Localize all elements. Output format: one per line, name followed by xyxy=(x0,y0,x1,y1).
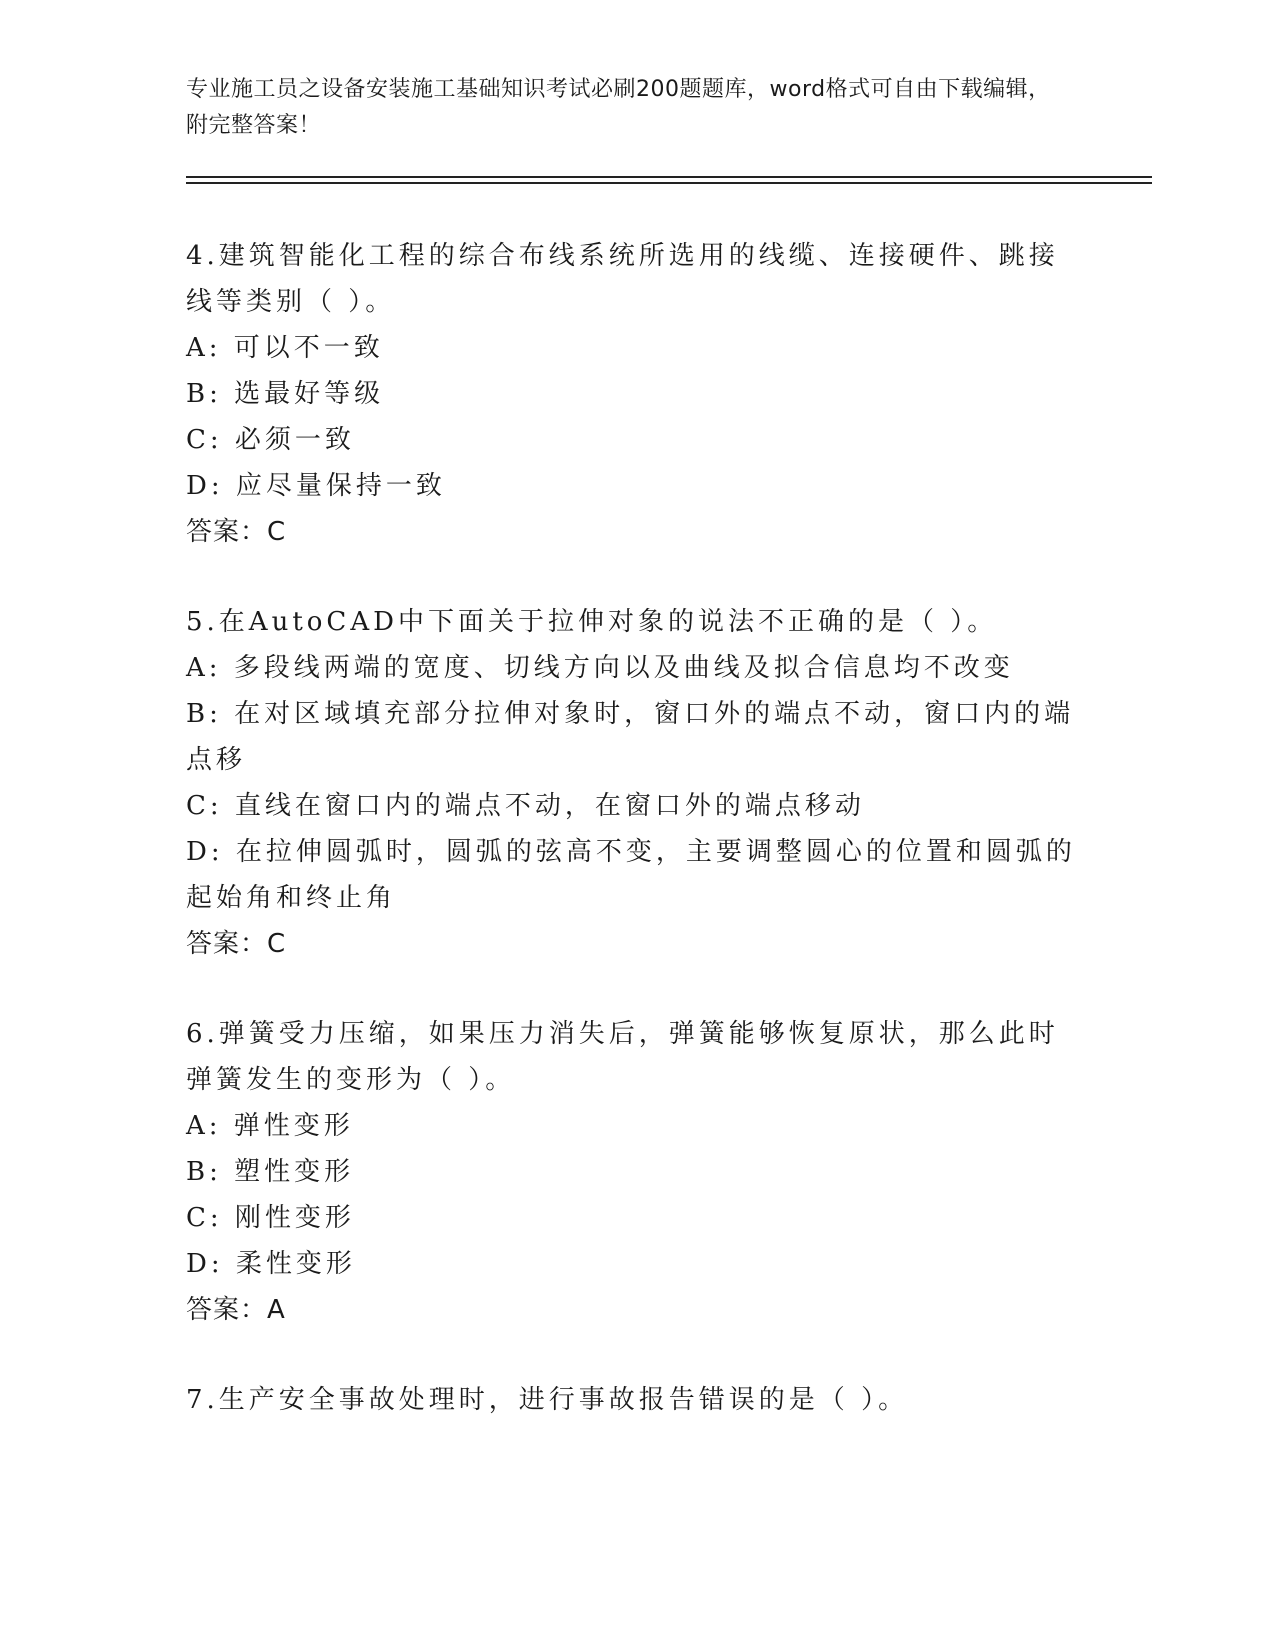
option-a: A: 多段线两端的宽度、切线方向以及曲线及拟合信息均不改变 xyxy=(186,653,1014,683)
question-list xyxy=(186,233,1086,1467)
option-a: A: 弹性变形 xyxy=(186,1111,354,1141)
option-d: D: 柔性变形 xyxy=(186,1249,356,1279)
option-b: B: 在对区域填充部分拉伸对象时，窗口外的端点不动，窗口内的端点移 xyxy=(186,699,1075,775)
question-6 xyxy=(186,1011,1086,1333)
option-b: B: 塑性变形 xyxy=(186,1157,355,1187)
question-stem: 4.建筑智能化工程的综合布线系统所选用的线缆、连接硬件、跳接线等类别（ ）。 xyxy=(186,241,1059,317)
option-c: C: 直线在窗口内的端点不动，在窗口外的端点移动 xyxy=(186,791,865,821)
document-header: 专业施工员之设备安装施工基础知识考试必刷200题题库，word格式可自由下载编辑，附完整答案！ xyxy=(186,77,1051,138)
option-c: C: 刚性变形 xyxy=(186,1203,355,1233)
answer-label: 答案：C xyxy=(186,517,287,547)
header-rule-top xyxy=(186,176,1152,178)
question-7 xyxy=(186,1377,1086,1423)
question-stem: 5.在AutoCAD中下面关于拉伸对象的说法不正确的是（ ）。 xyxy=(186,607,998,637)
question-stem: 7.生产安全事故处理时，进行事故报告错误的是（ ）。 xyxy=(186,1385,909,1415)
option-a: A: 可以不一致 xyxy=(186,333,384,363)
header-rule-bottom xyxy=(186,182,1152,184)
question-5 xyxy=(186,599,1086,967)
answer-label: 答案：C xyxy=(186,929,287,959)
option-c: C: 必须一致 xyxy=(186,425,355,455)
option-d: D: 在拉伸圆弧时，圆弧的弦高不变，主要调整圆心的位置和圆弧的起始角和终止角 xyxy=(186,837,1076,913)
question-stem: 6.弹簧受力压缩，如果压力消失后，弹簧能够恢复原状，那么此时弹簧发生的变形为（ ）。 xyxy=(186,1019,1059,1095)
option-d: D: 应尽量保持一致 xyxy=(186,471,446,501)
answer-label: 答案：A xyxy=(186,1295,286,1325)
question-4 xyxy=(186,233,1086,555)
option-b: B: 选最好等级 xyxy=(186,379,385,409)
